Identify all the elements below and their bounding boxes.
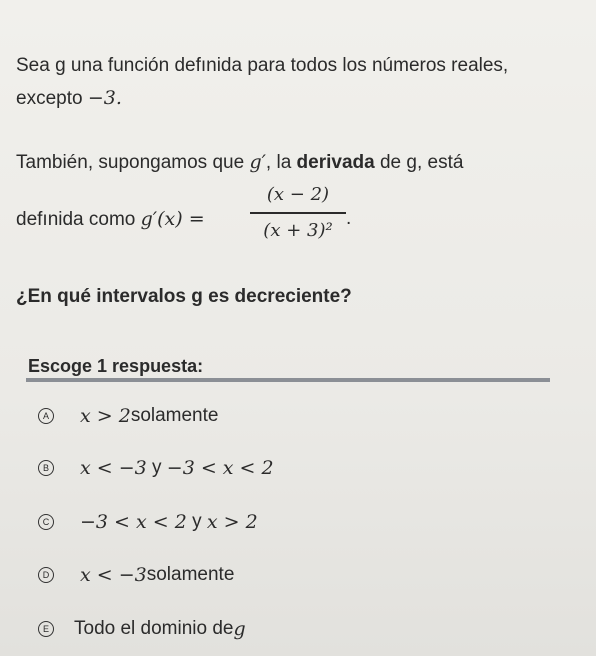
option-a[interactable]: A x > 2 solamente: [38, 403, 218, 429]
option-letter-d: D: [38, 567, 54, 583]
fraction-denominator: (x + 3)²: [263, 220, 333, 241]
fraction-period: .: [346, 208, 352, 229]
fraction-numerator: (x − 2): [266, 184, 330, 205]
option-b[interactable]: B x < −3 y −3 < x < 2: [38, 455, 274, 481]
option-letter-c: C: [38, 514, 54, 530]
option-e[interactable]: E Todo el dominio de g: [38, 616, 246, 642]
question-line-3: También, supongamos que g′, la derivada de g, está: [16, 151, 464, 173]
option-letter-a: A: [38, 408, 54, 424]
question-prompt: ¿En qué intervalos g es decreciente?: [16, 286, 352, 307]
divider: [26, 378, 550, 382]
fraction-bar: [250, 212, 346, 214]
question-line-2: excepto −3.: [16, 87, 122, 109]
option-d[interactable]: D x < −3 solamente: [38, 562, 234, 588]
option-letter-e: E: [38, 621, 54, 637]
option-letter-b: B: [38, 460, 54, 476]
option-c[interactable]: C −3 < x < 2 y x > 2: [38, 509, 258, 535]
question-line-1: Sea g una función defınida para todos los números reales,: [16, 55, 509, 76]
question-line-4: defınida como g′(x) =: [16, 208, 205, 230]
answer-header: Escoge 1 respuesta:: [28, 356, 204, 376]
